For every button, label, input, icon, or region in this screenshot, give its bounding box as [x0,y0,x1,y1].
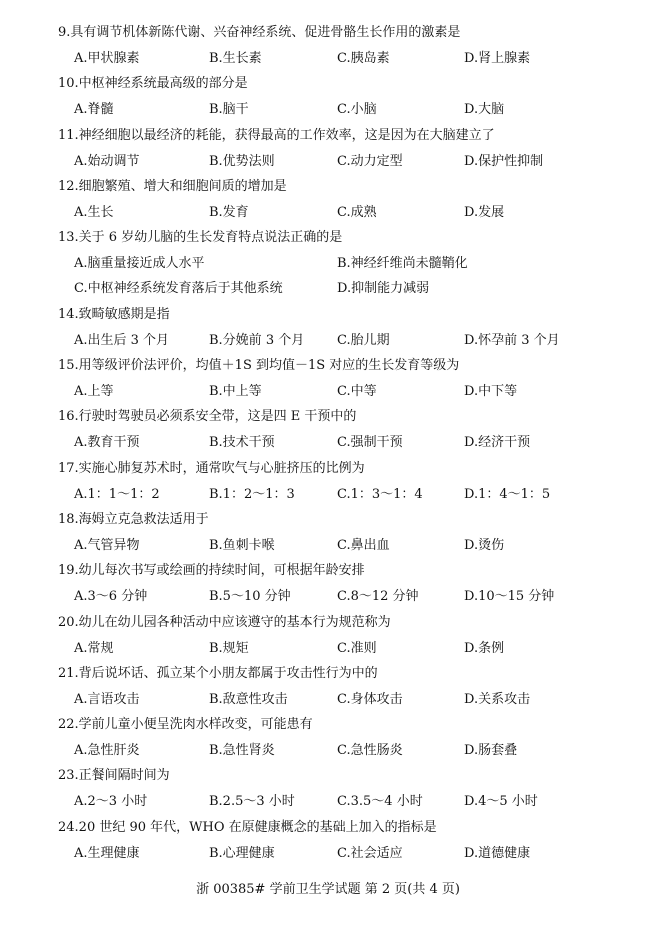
question-item [58,227,618,304]
question-stem: 15.用等级评价法评价，均值＋1S 到均值－1S 对应的生长发育等级为 [58,358,460,374]
answer-option: B.急性肾炎 [209,743,275,759]
answer-option: D.1：4～1：5 [464,486,551,502]
options-row [58,535,618,560]
options-row [58,843,618,868]
answer-option: C.准则 [337,640,377,656]
options-row [58,791,618,816]
options-row [58,381,618,406]
question-stem: 9.具有调节机体新陈代谢、兴奋神经系统、促进骨骼生长作用的激素是 [58,25,461,40]
answer-option: A.甲状腺素 [74,51,140,66]
question-item [58,612,618,663]
options-row [58,740,618,765]
answer-option: A.出生后 3 个月 [74,332,170,348]
answer-option: C.3.5～4 小时 [337,794,423,810]
answer-option: D.怀孕前 3 个月 [464,332,560,348]
question-stem: 14.致畸敏感期是指 [58,306,170,322]
answer-option: D.大脑 [464,102,505,118]
question-stem: 10.中枢神经系统最高级的部分是 [58,76,248,92]
question-stem: 20.幼儿在幼儿园各种活动中应该遵守的基本行为规范称为 [58,614,391,630]
answer-option: B.脑干 [209,102,249,118]
options-row [58,253,618,278]
answer-option: B.敌意性攻击 [209,691,288,707]
options-row [58,202,618,227]
options-row [58,48,618,73]
answer-option: D.道德健康 [464,845,531,861]
options-row [58,586,618,611]
answer-option: A.上等 [74,384,114,400]
answer-option: C.胰岛素 [337,51,390,66]
options-row [58,484,618,509]
options-row [58,151,618,176]
answer-option: D.4～5 小时 [464,794,538,810]
answer-option: A.脑重量接近成人水平 [74,256,205,272]
question-list [58,22,618,868]
question-item [58,406,618,457]
answer-option: C.社会适应 [337,845,403,861]
question-item [58,714,618,765]
answer-option: A.言语攻击 [74,691,140,707]
answer-option: B.鱼刺卡喉 [209,537,275,553]
answer-option: C.8～12 分钟 [337,589,419,605]
answer-option: B.5～10 分钟 [209,589,291,605]
answer-option: B.规矩 [209,640,249,656]
question-stem: 23.正餐间隔时间为 [58,768,170,784]
answer-option: B.中上等 [209,384,262,400]
answer-option: D.发展 [464,204,505,220]
answer-option: C.鼻出血 [337,537,390,553]
page-footer: 浙 00385# 学前卫生学试题 第 2 页(共 4 页) [196,882,460,897]
question-stem: 18.海姆立克急救法适用于 [58,511,209,527]
answer-option: B.生长素 [209,51,262,66]
answer-option: A.始动调节 [74,153,140,169]
answer-option: A.常规 [74,640,114,656]
answer-option: A.生理健康 [74,845,140,861]
answer-option: C.胎儿期 [337,332,390,348]
question-item [58,73,618,124]
answer-option: B.心理健康 [209,845,275,861]
answer-option: D.保护性抑制 [464,153,544,169]
options-row [58,330,618,355]
question-stem: 12.细胞繁殖、增大和细胞间质的增加是 [58,178,287,194]
answer-option: D.10～15 分钟 [464,589,555,605]
answer-option: A.气管异物 [74,537,140,553]
answer-option: C.小脑 [337,102,377,118]
answer-option: A.1：1～1：2 [74,486,160,502]
answer-option: D.中下等 [464,384,518,400]
answer-option: C.动力定型 [337,153,403,169]
question-item [58,817,618,868]
answer-option: C.成熟 [337,204,377,220]
answer-option: B.发育 [209,204,249,220]
question-stem: 24.20 世纪 90 年代，WHO 在原健康概念的基础上加入的指标是 [58,819,437,835]
answer-option: D.烫伤 [464,537,505,553]
answer-option: B.2.5～3 小时 [209,794,295,810]
options-row [58,99,618,124]
question-item [58,304,618,355]
question-item [58,22,618,73]
question-item [58,355,618,406]
answer-option: D.肾上腺素 [464,51,531,66]
answer-option: D.关系攻击 [464,691,531,707]
answer-option: A.急性肝炎 [74,743,140,759]
options-row [58,638,618,663]
question-item [58,509,618,560]
question-item [58,560,618,611]
answer-option: C.中等 [337,384,377,400]
options-row [58,432,618,457]
question-item [58,125,618,176]
question-stem: 22.学前儿童小便呈洗肉水样改变，可能患有 [58,717,313,733]
question-stem: 16.行驶时驾驶员必须系安全带，这是四 E 干预中的 [58,409,357,425]
question-stem: 13.关于 6 岁幼儿脑的生长发育特点说法正确的是 [58,230,343,246]
question-item [58,663,618,714]
answer-option: C.1：3～1：4 [337,486,423,502]
question-stem: 19.幼儿每次书写或绘画的持续时间，可根据年龄安排 [58,563,365,579]
answer-option: B.优势法则 [209,153,275,169]
question-stem: 21.背后说坏话、孤立某个小朋友都属于攻击性行为中的 [58,665,378,681]
answer-option: B.技术干预 [209,435,275,451]
answer-option: C.身体攻击 [337,691,403,707]
answer-option: D.条例 [464,640,505,656]
answer-option: D.肠套叠 [464,743,518,759]
question-stem: 11.神经细胞以最经济的耗能，获得最高的工作效率，这是因为在大脑建立了 [58,127,495,143]
answer-option: D.经济干预 [464,435,531,451]
options-row [58,689,618,714]
answer-option: A.2～3 小时 [74,794,148,810]
answer-option: A.脊髓 [74,102,114,118]
answer-option: A.3～6 分钟 [74,589,148,605]
answer-option: B.神经纤维尚未髓鞘化 [337,256,468,272]
answer-option: D.抑制能力减弱 [337,281,430,297]
question-item [58,765,618,816]
options-row [58,278,618,303]
question-item [58,458,618,509]
answer-option: B.分娩前 3 个月 [209,332,305,348]
answer-option: B.1：2～1：3 [209,486,295,502]
answer-option: A.教育干预 [74,435,140,451]
answer-option: A.生长 [74,204,114,220]
answer-option: C.强制干预 [337,435,403,451]
answer-option: C.急性肠炎 [337,743,403,759]
question-stem: 17.实施心肺复苏术时，通常吹气与心脏挤压的比例为 [58,460,365,476]
answer-option: C.中枢神经系统发育落后于其他系统 [74,281,283,297]
question-item [58,176,618,227]
